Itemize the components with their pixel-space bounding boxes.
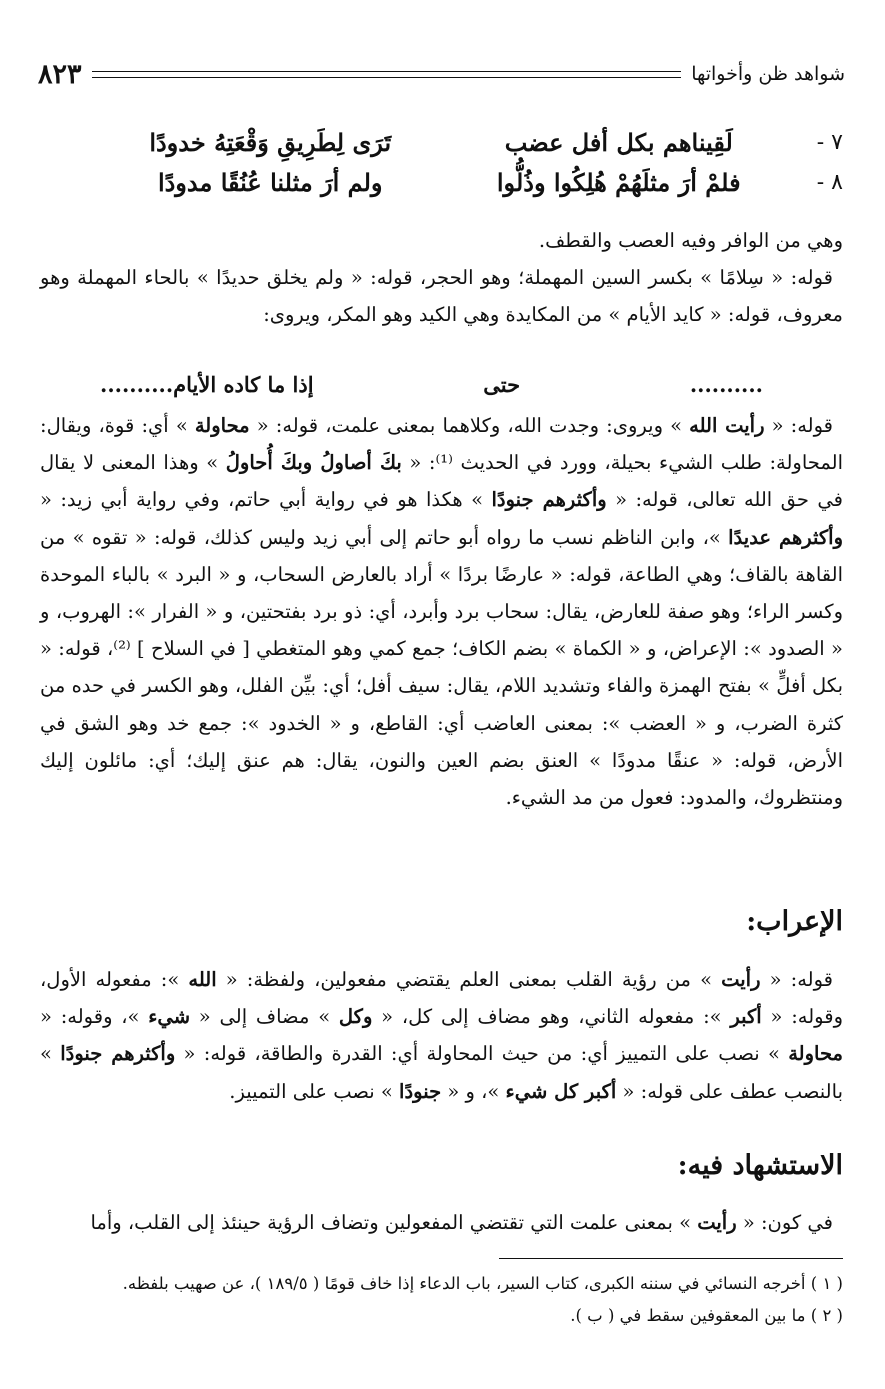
quoted-term: وأكثرهم جنودًا <box>491 488 607 512</box>
text-run: » مضاف إلى « <box>190 1005 339 1029</box>
quoted-term: وأكثرهم عديدًا <box>728 525 843 549</box>
quoted-term: بكَ أصاولُ وبكَ أُحاولُ <box>225 451 402 475</box>
footnotes <box>40 1268 843 1332</box>
text-run: »، و « <box>441 1079 506 1103</box>
commentary-paragraph-4 <box>40 1204 843 1241</box>
quoted-term: جنودًا <box>399 1079 442 1103</box>
text-run: »، وابن الناظم نسب ما رواه أبو حاتم إلى أبي زيد وليس كذلك، قوله: « تقوه » من القاهة بالقاف؛ وهي الطاعة، قوله: « عارضًا بردًا » أراد بالعارض السحاب، و « البرد » بالباء الموحدة وكسر الراء؛ وهو صفة للعارض، يقال: سحاب برد وأبرد، أي: ذو برد بفتحتين، و « الفرار »: الهروب، و « الصدود »: الإعراض، و « الكماة » بضم الكاف؛ جمع كمي وهو المتغطي [ في السلاح ] ⁽²⁾، قوله: « بكل أفلٍّ » بفتح الهمزة والفاء وتشديد اللام، يقال: سيف أفل؛ أي: بيِّن الفلل، وهو الكسر في حده من كثرة الضرب، و « العضب »: بمعنى العاضب أي: القاطع، و « الخدود »: جمع خد وهو الشق في الأرض، قوله: « عنقًا مدودًا » العنق بضم العين والنون، يقال: هم عنق إليك؛ أي: مائلون إليك ومنتظروك، والمدود: فعول من مد الشيء. <box>40 525 843 810</box>
header-rule <box>92 71 682 78</box>
vocabulary-note <box>40 259 843 333</box>
irab-text <box>40 961 843 1110</box>
commentary-paragraph-2 <box>40 407 843 816</box>
quoted-term: محاولة <box>194 414 250 437</box>
verse-7 <box>96 122 843 162</box>
text-run: » هكذا هو في رواية أبي حاتم، وفي رواية أبي زيد: « <box>40 488 492 512</box>
quoted-term: رأيت <box>721 968 761 991</box>
text-run: » من رؤية القلب بمعنى العلم يقتضي مفعولين، ولفظة: « <box>216 968 722 991</box>
page-number: ٨٢٣ <box>38 58 82 90</box>
commentary-paragraph-1 <box>40 222 843 334</box>
text-run: » ويروى: وجدت الله، وكلاهما بمعنى علمت، قوله: « <box>249 414 690 437</box>
vocabulary-text: قوله: « سِلامًا » بكسر السين المهملة؛ وهو الحجر، قوله: « ولم يخلق حديدًا » بالحاء المهملة وهو معروف، قوله: « كايد الأيام » من المكايدة وهي الكيد وهو المكر، ويروى: <box>40 266 843 327</box>
text-run: » بالنصب عطف على قوله: « <box>40 1042 843 1103</box>
text-run: »: مفعوله الأول، وقوله: « <box>40 968 843 1029</box>
istishhad-text <box>40 1204 843 1241</box>
text-run: » أي: قوة، ويقال: المحاولة: طلب الشيء بحيلة، وورد في الحديث ⁽¹⁾: « <box>40 414 843 475</box>
poem-fragment-word: حتى <box>483 371 521 397</box>
verse-8 <box>96 162 843 202</box>
quoted-term: وأكثرهم جنودًا <box>60 1042 176 1066</box>
quoted-term: الله <box>188 968 217 991</box>
running-title: شواهد ظن وأخواتها <box>691 63 845 85</box>
text-run: » وهذا المعنى لا يقال في حق الله تعالى، قوله: « <box>40 451 843 512</box>
quoted-term: أكبر <box>730 1005 762 1029</box>
text-run: »، وقوله: « <box>40 1005 149 1029</box>
footnote-1: ( ١ ) أخرجه النسائي في سننه الكبرى، كتاب السير، باب الدعاء إذا خاف قومًا ( ١٨٩/٥ )، عن صهيب بلفظه. <box>122 1274 843 1293</box>
meter-note: وهي من الوافر وفيه العصب والقطف. <box>538 229 843 252</box>
quoted-term: شيء <box>148 1005 191 1029</box>
explanation-text <box>40 407 843 816</box>
section-heading-irab: الإعراب: <box>746 906 843 937</box>
quoted-term: محاولة <box>788 1042 843 1066</box>
footnote-2: ( ٢ ) ما بين المعقوفين سقط في ( ب ). <box>570 1306 843 1325</box>
verse-number: ٧ - <box>816 129 843 155</box>
poem-fragment-dots: .......... <box>689 371 763 397</box>
quoted-term: وكل <box>338 1005 373 1029</box>
text-run: قوله: « <box>760 968 833 991</box>
verse-first-hemistich: لَقِيناهم بكل أفل عضب <box>504 127 733 157</box>
verse-second-hemistich: ولم أرَ مثلنا عُنُقًا مدودًا <box>157 167 383 197</box>
section-heading-istishhad: الاستشهاد فيه: <box>677 1150 843 1181</box>
verse-number: ٨ - <box>816 169 843 195</box>
quoted-term: رأيت <box>697 1211 737 1234</box>
text-run: » نصب على التمييز أي: من حيث المحاولة أي: القدرة والطاقة، قوله: « <box>175 1042 789 1066</box>
text-run: »: مفعوله الثاني، وهو مضاف إلى كل، « <box>372 1005 731 1029</box>
verse-first-hemistich: فلمْ أرَ مثلَهُمْ هُلِكُوا وذُلُّوا <box>496 167 741 197</box>
commentary-paragraph-3 <box>40 961 843 1110</box>
verse-second-hemistich: تَرَى لِطَرِيقِ وَقْعَتِهُ خدودًا <box>149 127 392 157</box>
page-header <box>38 54 845 94</box>
poem-fragment <box>100 366 763 402</box>
text-run: » بمعنى علمت التي تقتضي المفعولين وتضاف الرؤية حينئذ إلى القلب، وأما <box>90 1211 698 1234</box>
quoted-term: رأيت الله <box>689 414 765 437</box>
quoted-term: أكبر كل شيء <box>505 1079 617 1103</box>
text-run: قوله: « <box>764 414 833 437</box>
text-run: في كون: « <box>736 1211 833 1234</box>
text-run: » نصب على التمييز. <box>229 1079 400 1103</box>
footnote-divider <box>499 1258 843 1259</box>
poem-fragment-tail: إذا ما كاده الأيام.......... <box>100 371 314 397</box>
